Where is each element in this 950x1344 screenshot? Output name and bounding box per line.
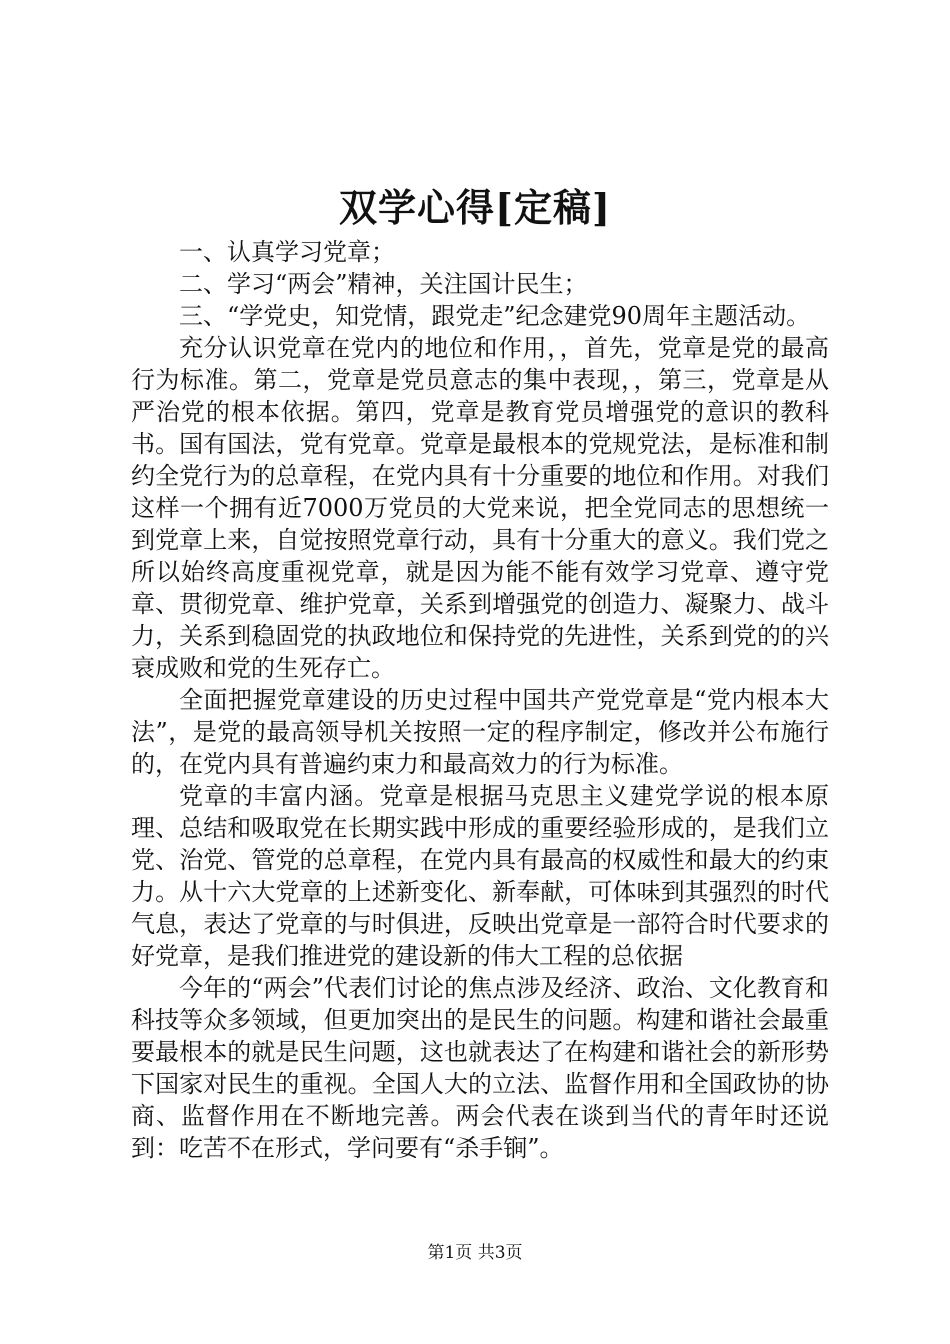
- body-paragraph: 全面把握党章建设的历史过程中国共产党党章是“党内根本大法”，是党的最高领导机关按照一定的程序制定，修改并公布施行的，在党内具有普遍约束力和最高效力的行为标准。: [131, 686, 829, 778]
- document-body: [131, 236, 829, 1164]
- body-paragraph: 一、认真学习党章；: [179, 238, 395, 266]
- body-paragraph: 充分认识党章在党内的地位和作用，，首先，党章是党的最高行为标准。第二，党章是党员意志的集中表现，，第三，党章是从严治党的根本依据。第四，党章是教育党员增强党的意识的教科书。国有国法，党有党章。党章是最根本的党规党法，是标准和制约全党行为的总章程，在党内具有十分重要的地位和作用。对我们这样一个拥有近7000万党员的大党来说，把全党同志的思想统一到党章上来，自觉按照党章行动，具有十分重大的意义。我们党之所以始终高度重视党章，就是因为能不能有效学习党章、遵守党章、贯彻党章、维护党章，关系到增强党的创造力、凝聚力、战斗力，关系到稳固党的执政地位和保持党的先进性，关系到党的的兴衰成败和党的生死存亡。: [131, 334, 829, 682]
- page-title: 双学心得[定稿]: [339, 185, 611, 230]
- body-paragraph: 党章的丰富内涵。党章是根据马克思主义建党学说的根本原理、总结和吸取党在长期实践中形成的重要经验形成的，是我们立党、治党、管党的总章程，在党内具有最高的权威性和最大的约束力。从十六大党章的上述新变化、新奉献，可体味到其强烈的时代气息，表达了党章的与时俱进，反映出党章是一部符合时代要求的好党章，是我们推进党的建设新的伟大工程的总依据: [131, 782, 829, 970]
- body-paragraph: 三、“学党史，知党情，跟党走”纪念建党90周年主题活动。: [179, 302, 811, 330]
- body-paragraph: 今年的“两会”代表们讨论的焦点涉及经济、政治、文化教育和科技等众多领域，但更加突出的是民生的问题。构建和谐社会最重要最根本的就是民生问题，这也就表达了在构建和谐社会的新形势下国家对民生的重视。全国人大的立法、监督作用和全国政协的协商、监督作用在不断地完善。两会代表在谈到当代的青年时还说到：吃苦不在形式，学问要有“杀手锏”。: [131, 974, 829, 1162]
- body-paragraph: 二、学习“两会”精神，关注国计民生；: [179, 270, 588, 298]
- page-number-footer: 第1页 共3页: [427, 1243, 523, 1263]
